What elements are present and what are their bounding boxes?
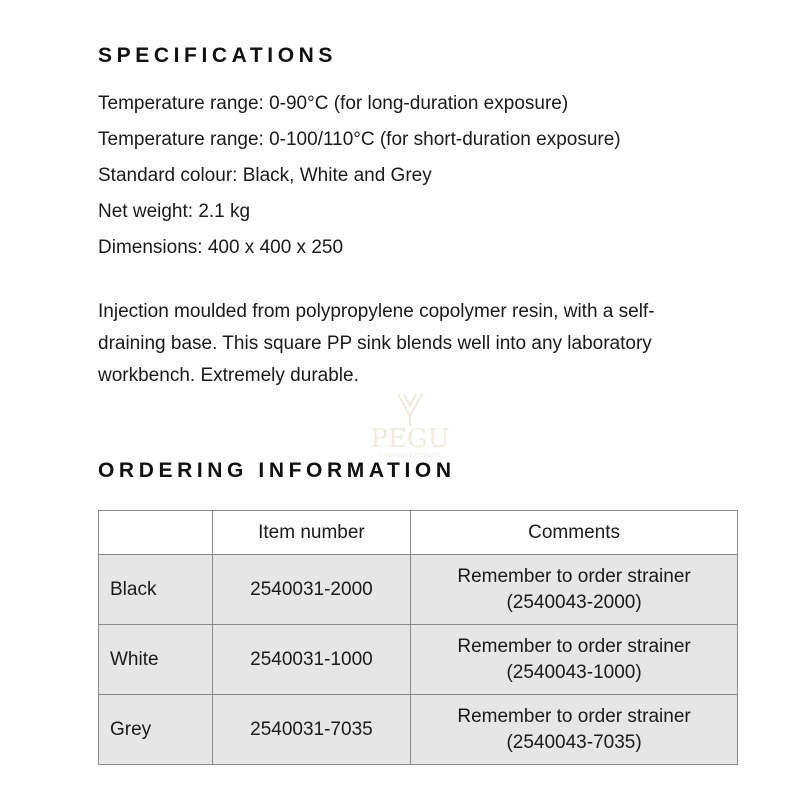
watermark-text: PEGU (370, 424, 450, 454)
watermark-emblem-icon (398, 394, 422, 426)
row-comment-line2: (2540043-1000) (506, 661, 642, 683)
row-item-number: 2540031-1000 (212, 625, 410, 695)
ordering-table (98, 510, 738, 765)
table-header-row (99, 511, 738, 555)
header-item-number: Item number (212, 511, 410, 555)
spec-item-weight: Net weight: 2.1 kg (98, 201, 251, 222)
row-comment-line1: Remember to order strainer (457, 565, 691, 587)
row-comment-line1: Remember to order strainer (457, 635, 691, 657)
specifications-heading: SPECIFICATIONS (98, 44, 338, 67)
row-comment (411, 555, 738, 625)
table-row (99, 695, 738, 765)
row-colour: White (99, 625, 213, 695)
ordering-heading: ORDERING INFORMATION (98, 459, 456, 482)
product-description: Injection moulded from polypropylene copolymer resin, with a self-draining base. This square PP sink blends well into any laboratory workbench. Extremely durable. (98, 301, 655, 386)
table-row (99, 625, 738, 695)
row-comment (411, 695, 738, 765)
table-row (99, 555, 738, 625)
row-comment (411, 625, 738, 695)
row-comment-line2: (2540043-2000) (506, 591, 642, 613)
spec-item-temperature-short: Temperature range: 0-100/110°C (for short-duration exposure) (98, 129, 621, 150)
row-comment-line1: Remember to order strainer (457, 705, 691, 727)
header-colour (99, 511, 213, 555)
specifications-list (98, 86, 621, 266)
header-comments: Comments (411, 511, 738, 555)
spec-item-temperature-long: Temperature range: 0-90°C (for long-duration exposure) (98, 93, 569, 114)
row-colour: Black (99, 555, 213, 625)
spec-item-colour: Standard colour: Black, White and Grey (98, 165, 432, 186)
row-item-number: 2540031-7035 (212, 695, 410, 765)
row-item-number: 2540031-2000 (212, 555, 410, 625)
row-colour: Grey (99, 695, 213, 765)
brand-watermark-logo (358, 390, 462, 460)
spec-item-dimensions: Dimensions: 400 x 400 x 250 (98, 237, 344, 258)
watermark-subtext: Laboratory Products (379, 452, 441, 459)
row-comment-line2: (2540043-7035) (506, 731, 642, 753)
